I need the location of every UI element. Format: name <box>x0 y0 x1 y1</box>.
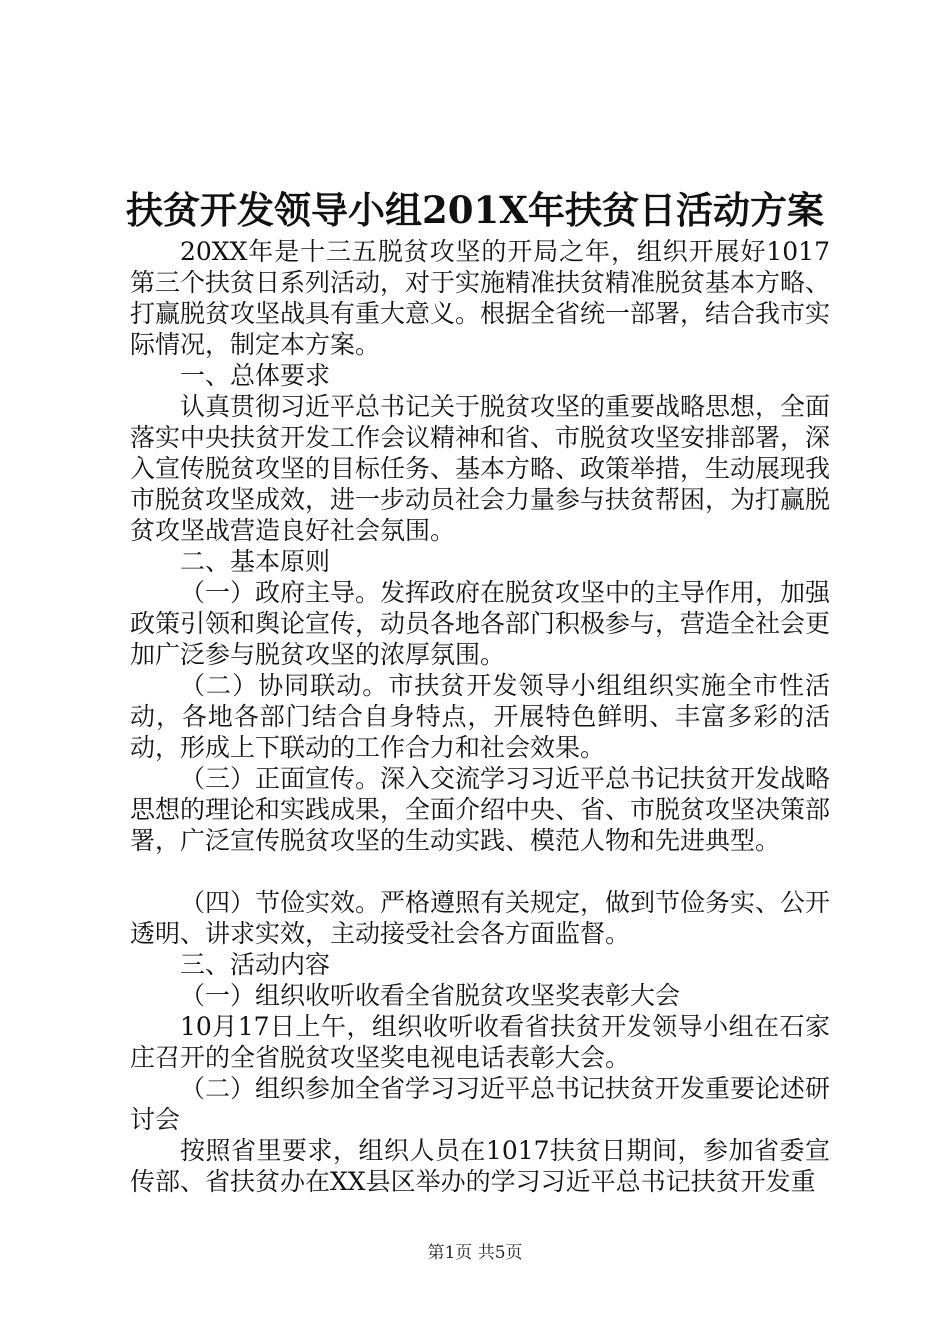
activity-2-paragraph: 按照省里要求，组织人员在1017扶贫日期间，参加省委宣传部、省扶贫办在XX县区举办的学习习近平总书记扶贫开发重 <box>130 1136 830 1196</box>
general-requirements-paragraph: 认真贯彻习近平总书记关于脱贫攻坚的重要战略思想，全面落实中央扶贫开发工作会议精神和省、市脱贫攻坚安排部署，深入宣传脱贫攻坚的目标任务、基本方略、政策举措，生动展现我市脱贫攻坚成效，进一步动员社会力量参与扶贫帮困，为打赢脱贫攻坚战营造良好社会氛围。 <box>130 392 831 545</box>
blank-line <box>130 856 830 887</box>
activity-2-heading: （二）组织参加全省学习习近平总书记扶贫开发重要论述研讨会 <box>130 1074 831 1134</box>
activity-1-paragraph: 10月17日上午，组织收听收看省扶贫开发领导小组在石家庄召开的全省脱贫攻坚奖电视电话表彰大会。 <box>130 1012 830 1072</box>
principle-4-paragraph: （四）节俭实效。严格遵照有关规定，做到节俭务实、公开透明、讲求实效，主动接受社会各方面监督。 <box>130 888 831 948</box>
section-heading-3: 三、活动内容 <box>180 950 331 979</box>
principle-3-paragraph: （三）正面宣传。深入交流学习习近平总书记扶贫开发战略思想的理论和实践成果，全面介绍中央、省、市脱贫攻坚决策部署，广泛宣传脱贫攻坚的生动实践、模范人物和先进典型。 <box>130 764 831 855</box>
document-title: 扶贫开发领导小组201X年扶贫日活动方案 <box>126 188 824 232</box>
principle-1-paragraph: （一）政府主导。发挥政府在脱贫攻坚中的主导作用，加强政策引领和舆论宣传，动员各地各部门积极参与，营造全社会更加广泛参与脱贫攻坚的浓厚氛围。 <box>130 578 831 669</box>
document-body <box>130 236 830 1197</box>
section-heading-1: 一、总体要求 <box>180 361 331 390</box>
intro-paragraph: 20XX年是十三五脱贫攻坚的开局之年，组织开展好1017第三个扶贫日系列活动，对于实施精准扶贫精准脱贫基本方略、打赢脱贫攻坚战具有重大意义。根据全省统一部署，结合我市实际情况，制定本方案。 <box>130 237 831 359</box>
principle-2-paragraph: （二）协同联动。市扶贫开发领导小组组织实施全市性活动，各地各部门结合自身特点，开展特色鲜明、丰富多彩的活动，形成上下联动的工作合力和社会效果。 <box>130 671 830 762</box>
page-footer: 第1页 共5页 <box>427 1243 523 1263</box>
activity-1-heading: （一）组织收听收看全省脱贫攻坚奖表彰大会 <box>180 981 681 1010</box>
section-heading-2: 二、基本原则 <box>180 547 331 576</box>
